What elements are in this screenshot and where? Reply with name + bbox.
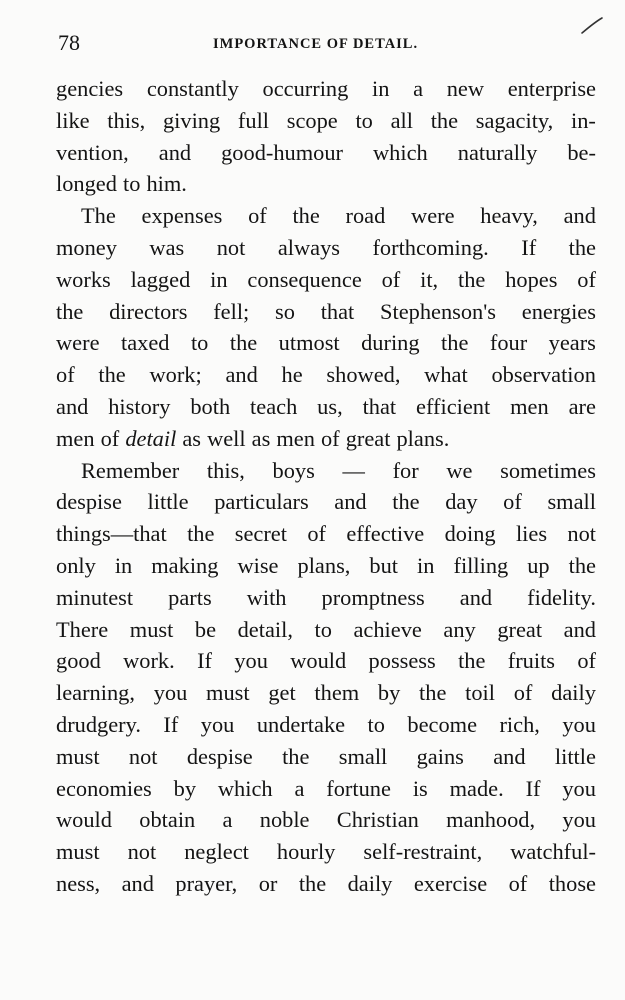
word: fidelity. — [527, 584, 596, 610]
word: detail, — [237, 616, 293, 642]
word: the — [568, 552, 596, 578]
word: money — [56, 234, 117, 260]
word: the — [187, 521, 215, 547]
word: daily — [551, 680, 596, 706]
word: the — [298, 870, 327, 896]
word: must — [206, 680, 250, 706]
word: in — [210, 266, 228, 292]
word: watchful- — [510, 839, 596, 865]
word: and — [493, 743, 526, 769]
word: fruits — [507, 648, 556, 674]
word: drudgery. — [56, 711, 141, 737]
text-line — [56, 391, 596, 423]
word: ness, — [56, 870, 101, 896]
word: the — [282, 743, 310, 769]
word: neglect — [184, 839, 249, 865]
word: the — [458, 266, 486, 292]
text-line — [56, 804, 596, 836]
word: you — [200, 711, 235, 737]
text-line — [56, 741, 596, 773]
word: despise — [186, 743, 253, 769]
word: minutest — [56, 584, 134, 610]
word: and — [459, 584, 493, 610]
word: daily — [347, 870, 393, 896]
word: but — [369, 552, 399, 578]
word: this, — [206, 457, 245, 483]
word: them — [314, 680, 360, 706]
word: which — [217, 775, 273, 801]
word: things—that — [56, 521, 167, 547]
text-line — [56, 200, 596, 232]
text-line — [56, 518, 596, 550]
word: men — [56, 425, 95, 451]
text-line — [56, 327, 596, 359]
word: little — [554, 743, 596, 769]
word: There — [56, 616, 109, 642]
word: for — [392, 457, 419, 483]
word: with — [246, 584, 287, 610]
word: of — [320, 425, 340, 451]
word: not — [127, 839, 157, 865]
word: good-humour — [221, 139, 344, 165]
word: utmost — [278, 330, 340, 356]
word: small — [338, 743, 388, 769]
word: sometimes — [500, 457, 596, 483]
word: and — [334, 489, 367, 515]
word: wise — [237, 552, 279, 578]
word: scope — [286, 107, 338, 133]
word: by — [377, 680, 401, 706]
word: fell; — [213, 298, 250, 324]
word: of — [503, 489, 522, 515]
word: filling — [453, 552, 509, 578]
text-line — [56, 677, 596, 709]
word: be — [194, 616, 217, 642]
word: showed, — [326, 362, 401, 388]
word: great — [345, 425, 391, 451]
text-line — [56, 645, 596, 677]
word: Stephenson's — [380, 298, 497, 324]
word: to — [190, 330, 209, 356]
word: day — [445, 489, 478, 515]
word: plans. — [396, 425, 450, 451]
word: is — [412, 775, 428, 801]
word: sagacity, — [475, 107, 554, 133]
word: this, — [107, 107, 146, 133]
word: boys — [272, 457, 315, 483]
text-line — [56, 773, 596, 805]
word: were — [411, 203, 455, 229]
word: those — [548, 870, 596, 896]
word: you — [562, 711, 596, 737]
word: to — [367, 711, 385, 737]
word: in — [114, 552, 133, 578]
word: Remember — [81, 457, 180, 483]
word: the — [392, 489, 420, 515]
word: small — [547, 489, 596, 515]
word: lagged — [130, 266, 191, 292]
word: parts — [168, 584, 212, 610]
word: the — [430, 107, 459, 133]
word: of — [513, 680, 533, 706]
word: made. — [449, 775, 504, 801]
word: years — [548, 330, 596, 356]
word: to — [355, 107, 373, 133]
word: expenses — [141, 203, 223, 229]
text-line — [56, 73, 596, 105]
word: gencies — [56, 76, 124, 101]
word: observation — [491, 362, 596, 388]
word: history — [108, 393, 171, 419]
word: toil — [465, 680, 495, 706]
word: of — [307, 521, 326, 547]
word: directors — [109, 298, 188, 324]
text-line — [56, 264, 596, 296]
word: of — [248, 203, 267, 229]
word: little — [147, 489, 189, 515]
text-line — [56, 614, 596, 646]
word: any — [443, 616, 476, 642]
word: particulars — [214, 489, 309, 515]
word: consequence — [247, 266, 362, 292]
word: obtain — [139, 807, 196, 833]
text-line — [56, 423, 596, 455]
word: work; — [149, 362, 202, 388]
word: occurring — [262, 76, 349, 101]
word: and — [56, 393, 89, 419]
word: lies — [515, 521, 548, 547]
header-title: IMPORTANCE OF DETAIL. — [213, 36, 419, 52]
word: rich, — [499, 711, 540, 737]
word: making — [151, 552, 219, 578]
word: heavy, — [480, 203, 538, 229]
word: and — [563, 616, 596, 642]
word: are — [568, 393, 596, 419]
word: not — [567, 521, 596, 547]
word: doing — [444, 521, 496, 547]
word: to — [123, 171, 141, 197]
word: you — [153, 680, 188, 706]
word: good — [56, 648, 101, 674]
word: self-restraint, — [363, 839, 483, 865]
word: well — [207, 425, 246, 451]
word: prayer, — [175, 870, 238, 896]
text-line — [56, 868, 596, 900]
word: achieve — [353, 616, 422, 642]
word: If — [197, 648, 212, 674]
word: the — [568, 234, 596, 260]
word: energies — [521, 298, 596, 324]
word: we — [446, 457, 473, 483]
word: what — [424, 362, 468, 388]
word: him. — [146, 171, 187, 197]
text-line — [56, 836, 596, 868]
word: was — [149, 234, 185, 260]
word: economies — [56, 775, 152, 801]
word: that — [362, 393, 397, 419]
word: the — [441, 330, 469, 356]
word: as — [182, 425, 202, 451]
text-line — [56, 105, 596, 137]
word: you — [562, 807, 596, 833]
word: in — [417, 552, 435, 578]
word: of — [577, 266, 596, 292]
word: taxed — [120, 330, 170, 356]
text-line — [56, 296, 596, 328]
text-line — [56, 359, 596, 391]
word: that — [320, 298, 355, 324]
word: and — [225, 362, 258, 388]
word: the — [458, 648, 486, 674]
word: work. — [123, 648, 175, 674]
word: become — [407, 711, 478, 737]
word: road — [345, 203, 386, 229]
word: possess — [368, 648, 436, 674]
word: exercise — [413, 870, 488, 896]
text-line — [56, 486, 596, 518]
word: forthcoming. — [372, 234, 489, 260]
word: in- — [571, 107, 596, 133]
word: the — [229, 330, 258, 356]
word: of — [381, 266, 401, 292]
word: of — [508, 870, 528, 896]
word: If — [163, 711, 179, 737]
word: new — [446, 76, 485, 101]
word: of — [577, 648, 596, 674]
word: enterprise — [507, 76, 596, 101]
word: giving — [162, 107, 221, 133]
text-line — [56, 232, 596, 264]
word: teach — [250, 393, 298, 419]
text-line — [56, 709, 596, 741]
word: — — [342, 457, 365, 483]
page-number: 78 — [58, 30, 80, 55]
word: secret — [234, 521, 287, 547]
word: longed — [56, 171, 117, 197]
word: gains — [416, 743, 464, 769]
text-line — [56, 550, 596, 582]
word: not — [128, 743, 158, 769]
word: always — [277, 234, 340, 260]
word: a — [413, 76, 424, 101]
word: so — [275, 298, 295, 324]
text-line — [56, 137, 596, 169]
word: undertake — [256, 711, 346, 737]
word: were — [56, 330, 100, 356]
word: both — [190, 393, 231, 419]
body-text — [56, 73, 596, 900]
word: you — [562, 775, 596, 801]
text-line — [56, 168, 596, 200]
word: manhood, — [446, 807, 536, 833]
word: learning, — [56, 680, 135, 706]
word: must — [56, 743, 100, 769]
word: during — [361, 330, 420, 356]
word: and — [121, 870, 154, 896]
word: would — [290, 648, 347, 674]
word: full — [237, 107, 270, 133]
word: and — [563, 203, 596, 229]
word: noble — [259, 807, 310, 833]
word: by — [173, 775, 197, 801]
running-head — [58, 30, 598, 56]
word: in — [372, 76, 390, 101]
word: would — [56, 807, 112, 833]
word: the — [419, 680, 447, 706]
word: you — [234, 648, 268, 674]
word: or — [258, 870, 278, 896]
word: despise — [56, 489, 122, 515]
word: to — [314, 616, 332, 642]
word: four — [489, 330, 528, 356]
word: effective — [346, 521, 425, 547]
word: us, — [317, 393, 343, 419]
word: a — [294, 775, 305, 801]
word: which — [373, 139, 428, 165]
word: If — [521, 234, 537, 260]
word: men — [276, 425, 315, 451]
word: must — [129, 616, 174, 642]
word: Christian — [336, 807, 419, 833]
word: hourly — [276, 839, 336, 865]
word: men — [510, 393, 549, 419]
word: works — [56, 266, 111, 292]
word: like — [56, 107, 90, 133]
word: be- — [567, 139, 596, 165]
word: constantly — [146, 76, 239, 101]
word: of — [100, 425, 120, 451]
word: and — [158, 139, 192, 165]
word: the — [56, 298, 84, 324]
text-line — [56, 582, 596, 614]
word: not — [216, 234, 246, 260]
word: vention, — [56, 139, 129, 165]
word: only — [56, 552, 96, 578]
word: plans, — [297, 552, 351, 578]
word: he — [281, 362, 303, 388]
word: efficient — [416, 393, 491, 419]
word: get — [268, 680, 296, 706]
text-line — [56, 455, 596, 487]
word: up — [527, 552, 550, 578]
word: all — [390, 107, 413, 133]
word: The — [81, 203, 116, 229]
word: naturally — [457, 139, 538, 165]
word: as — [251, 425, 271, 451]
word: fortune — [326, 775, 391, 801]
word: the — [292, 203, 320, 229]
word: it, — [420, 266, 439, 292]
word: hopes — [505, 266, 558, 292]
word: If — [525, 775, 541, 801]
word: must — [56, 839, 100, 865]
word: a — [222, 807, 233, 833]
word: promptness — [321, 584, 425, 610]
word: of — [56, 362, 75, 388]
word: great — [497, 616, 543, 642]
word: the — [98, 362, 126, 388]
word: detail — [125, 425, 177, 451]
